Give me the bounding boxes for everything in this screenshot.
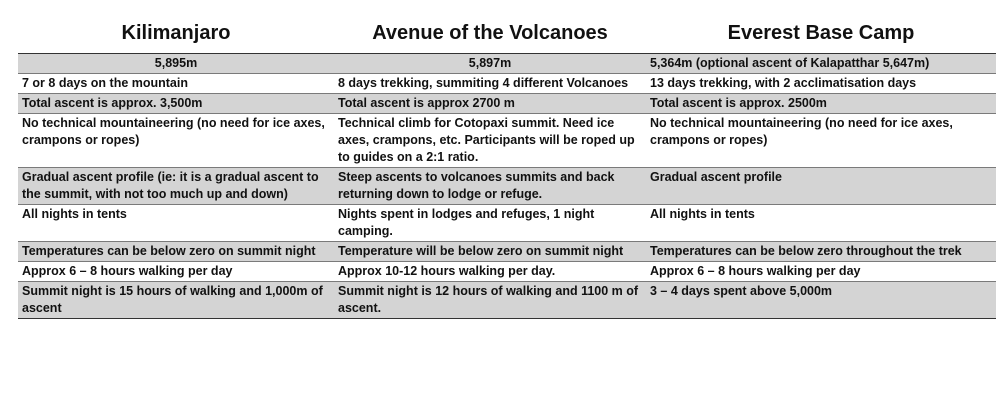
table-cell: Approx 6 – 8 hours walking per day (18, 262, 334, 282)
table-cell: Total ascent is approx. 2500m (646, 94, 996, 114)
header-row (18, 16, 996, 54)
table-cell: No technical mountaineering (no need for ice axes, crampons or ropes) (646, 114, 996, 168)
table-row-technical (18, 114, 996, 168)
table-cell: 5,895m (18, 54, 334, 74)
table-cell: 3 – 4 days spent above 5,000m (646, 282, 996, 319)
table-row-accommodation (18, 205, 996, 242)
table-cell: Total ascent is approx. 3,500m (18, 94, 334, 114)
table-cell: Summit night is 15 hours of walking and 1,000m of ascent (18, 282, 334, 319)
table-cell: 5,364m (optional ascent of Kalapatthar 5,647m) (646, 54, 996, 74)
table-cell: Summit night is 12 hours of walking and 1100 m of ascent. (334, 282, 646, 319)
table-body (18, 54, 996, 319)
table-row-temperature (18, 242, 996, 262)
table-row-duration (18, 74, 996, 94)
table-cell: 5,897m (334, 54, 646, 74)
table-row-ascent-profile (18, 168, 996, 205)
table-cell: Temperatures can be below zero throughout the trek (646, 242, 996, 262)
table-cell: Approx 6 – 8 hours walking per day (646, 262, 996, 282)
table-cell: Temperature will be below zero on summit night (334, 242, 646, 262)
table-cell: Technical climb for Cotopaxi summit. Need ice axes, crampons, etc. Participants will be roped up to guides on a 2:1 ratio. (334, 114, 646, 168)
header-everest-base-camp: Everest Base Camp (646, 16, 996, 54)
header-avenue-of-the-volcanoes: Avenue of the Volcanoes (334, 16, 646, 54)
table-cell: Nights spent in lodges and refuges, 1 night camping. (334, 205, 646, 242)
table-cell: Gradual ascent profile (646, 168, 996, 205)
table-cell: Gradual ascent profile (ie: it is a gradual ascent to the summit, with not too much up and down) (18, 168, 334, 205)
table-row-daily-walking (18, 262, 996, 282)
table-row-summit-night (18, 282, 996, 319)
table-cell: 7 or 8 days on the mountain (18, 74, 334, 94)
table-cell: 8 days trekking, summiting 4 different Volcanoes (334, 74, 646, 94)
table-cell: Temperatures can be below zero on summit night (18, 242, 334, 262)
table-cell: Approx 10-12 hours walking per day. (334, 262, 646, 282)
table-cell: All nights in tents (646, 205, 996, 242)
table-cell: Total ascent is approx 2700 m (334, 94, 646, 114)
table-header (18, 16, 996, 54)
comparison-table-container (18, 16, 996, 319)
table-cell: No technical mountaineering (no need for ice axes, crampons or ropes) (18, 114, 334, 168)
header-kilimanjaro: Kilimanjaro (18, 16, 334, 54)
table-row-altitude (18, 54, 996, 74)
table-cell: All nights in tents (18, 205, 334, 242)
table-cell: 13 days trekking, with 2 acclimatisation days (646, 74, 996, 94)
trek-comparison-table (18, 16, 996, 319)
table-row-total-ascent (18, 94, 996, 114)
table-cell: Steep ascents to volcanoes summits and back returning down to lodge or refuge. (334, 168, 646, 205)
